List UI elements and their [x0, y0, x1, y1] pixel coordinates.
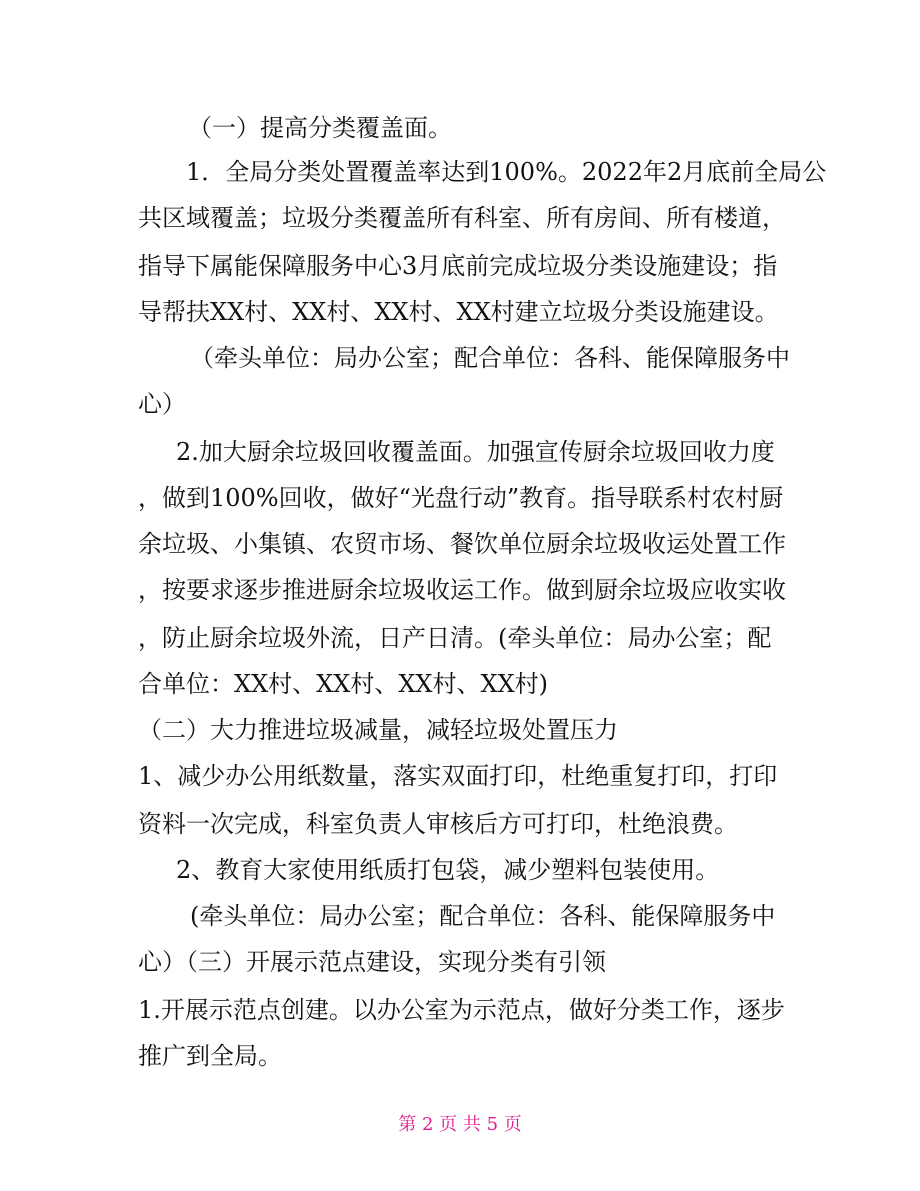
paragraph-line: ，按要求逐步推进厨余垃圾收运工作。做到厨余垃圾应收实收: [138, 576, 786, 604]
paragraph-line: 心）: [138, 390, 186, 418]
paragraph-line: 余垃圾、小集镇、农贸市场、餐饮单位厨余垃圾收运处置工作: [138, 530, 786, 558]
paragraph-line: 资料一次完成，科室负责人审核后方可打印，杜绝浪费。: [138, 810, 738, 838]
paragraph-line: （牵头单位：局办公室；配合单位：各科、能保障服务中: [190, 344, 790, 372]
paragraph-line: 1.开展示范点创建。以办公室为示范点，做好分类工作，逐步: [138, 996, 785, 1024]
paragraph-line: 心）（三）开展示范点建设，实现分类有引领: [138, 948, 606, 976]
paragraph-line: 1、减少办公用纸数量，落实双面打印，杜绝重复打印，打印: [138, 762, 778, 790]
paragraph-line: 2、教育大家使用纸质打包袋，减少塑料包装使用。: [176, 856, 720, 884]
paragraph-line: 1．全局分类处置覆盖率达到100%。2022年2月底前全局公: [186, 158, 827, 186]
paragraph-line: (牵头单位：局办公室；配合单位：各科、能保障服务中: [190, 902, 776, 930]
paragraph-line: 共区域覆盖；垃圾分类覆盖所有科室、所有房间、所有楼道，: [138, 204, 786, 232]
paragraph-line: 指导下属能保障服务中心3月底前完成垃圾分类设施建设；指: [138, 252, 778, 280]
page-number-footer: 第 2 页 共 5 页: [398, 1114, 522, 1135]
paragraph-line: 2.加大厨余垃圾回收覆盖面。加强宣传厨余垃圾回收力度: [176, 438, 775, 466]
paragraph-line: ，防止厨余垃圾外流，日产日清。(牵头单位：局办公室；配: [138, 624, 772, 652]
paragraph-line: 导帮扶XX村、XX村、XX村、XX村建立垃圾分类设施建设。: [138, 298, 779, 326]
section-heading-1: （一）提高分类覆盖面。: [188, 114, 452, 142]
section-heading-2: （二）大力推进垃圾减量，减轻垃圾处置压力: [138, 716, 618, 744]
paragraph-line: 合单位：XX村、XX村、XX村、XX村): [138, 670, 549, 698]
paragraph-line: ，做到100%回收，做好“光盘行动”教育。指导联系村农村厨: [138, 484, 784, 512]
paragraph-line: 推广到全局。: [138, 1042, 282, 1070]
